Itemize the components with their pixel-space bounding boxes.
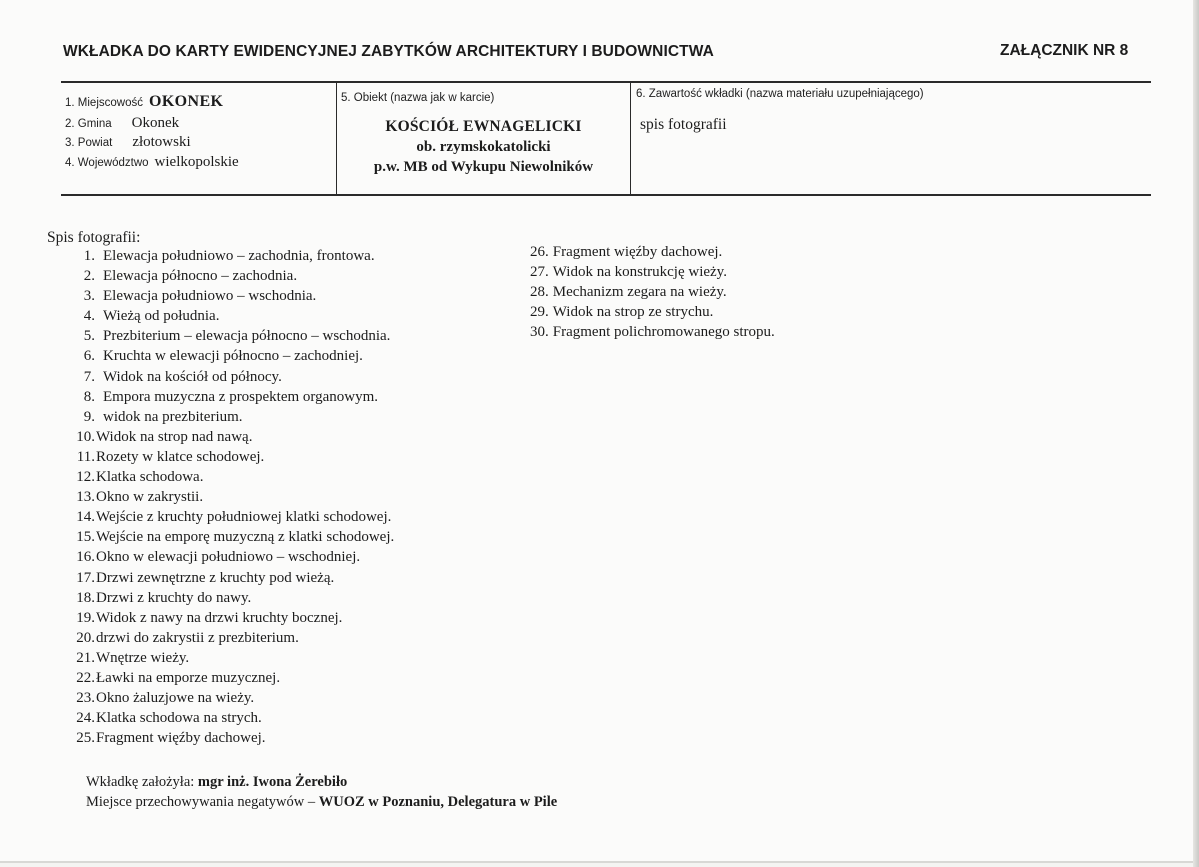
contents-value: spis fotografii bbox=[640, 116, 727, 133]
list-item-number: 1. bbox=[83, 248, 95, 264]
list-item-number: 26. bbox=[530, 244, 549, 260]
powiat-value: złotowski bbox=[132, 134, 191, 150]
list-item-number: 4. bbox=[83, 308, 95, 325]
list-item-text: Widok na kościół od północy. bbox=[103, 368, 282, 385]
list-item bbox=[47, 367, 394, 387]
storage-line bbox=[86, 792, 557, 812]
list-item-number: 30. bbox=[530, 324, 549, 341]
list-item-number: 8. bbox=[83, 388, 95, 405]
list-item-number: 15. bbox=[76, 529, 95, 546]
list-item bbox=[47, 246, 394, 266]
list-item bbox=[47, 588, 394, 608]
list-item-text: Widok na strop nad nawą. bbox=[96, 428, 253, 445]
powiat-row bbox=[65, 133, 191, 151]
list-item bbox=[530, 282, 775, 302]
list-item-number: 5. bbox=[83, 328, 95, 345]
wojewodztwo-value: wielkopolskie bbox=[154, 154, 239, 170]
list-item-number: 17. bbox=[76, 569, 95, 586]
list-item-number: 7. bbox=[83, 368, 95, 385]
list-item-number: 13. bbox=[76, 489, 95, 506]
contents-label: 6. Zawartość wkładki (nazwa materiału uzupełniającego) bbox=[636, 88, 924, 100]
list-item bbox=[47, 648, 394, 668]
list-item-text: Prezbiterium – elewacja północno – wschodnia. bbox=[103, 328, 391, 345]
list-item-text: Drzwi zewnętrzne z kruchty pod wieżą. bbox=[96, 569, 335, 586]
object-label: 5. Obiekt (nazwa jak w karcie) bbox=[341, 92, 495, 104]
list-item-text: Wnętrze wieży. bbox=[96, 649, 190, 666]
list-item-text: Klatka schodowa. bbox=[96, 469, 204, 486]
list-item-text: widok na prezbiterium. bbox=[103, 408, 243, 425]
list-item bbox=[47, 467, 394, 487]
list-item-text: Klatka schodowa na strych. bbox=[96, 710, 262, 727]
photo-list-right bbox=[530, 242, 775, 342]
list-item bbox=[47, 407, 394, 427]
list-item bbox=[47, 688, 394, 708]
list-item bbox=[47, 628, 394, 648]
list-item-text: Widok na konstrukcję wieży. bbox=[552, 264, 727, 281]
list-item-number: 28. bbox=[530, 284, 549, 301]
list-item-number: 24. bbox=[76, 710, 95, 727]
list-item-text: Fragment więźby dachowej. bbox=[552, 244, 723, 260]
author-name: mgr inż. Iwona Żerebiło bbox=[197, 774, 348, 790]
list-item-text: drzwi do zakrystii z prezbiterium. bbox=[96, 629, 299, 646]
list-item-text: Elewacja północno – zachodnia. bbox=[103, 268, 298, 285]
list-item bbox=[47, 266, 394, 286]
list-item-text: Wieżą od południa. bbox=[103, 308, 220, 325]
list-item-text: Elewacja południowo – wschodnia. bbox=[103, 288, 317, 305]
photo-list-left bbox=[47, 246, 394, 748]
header-top-rule bbox=[61, 81, 1151, 83]
list-item bbox=[530, 242, 775, 262]
list-item bbox=[47, 387, 394, 407]
list-item-number: 12. bbox=[76, 469, 95, 486]
photo-list-title: Spis fotografii: bbox=[47, 229, 141, 246]
list-item-number: 18. bbox=[76, 589, 95, 606]
list-item-number: 16. bbox=[76, 549, 95, 566]
list-item-number: 20. bbox=[76, 629, 95, 646]
list-item bbox=[47, 568, 394, 588]
list-item-text: Kruchta w elewacji północno – zachodniej. bbox=[103, 348, 363, 365]
list-item-number: 21. bbox=[76, 649, 95, 666]
object-name bbox=[337, 117, 630, 177]
wojewodztwo-row bbox=[65, 153, 239, 171]
storage-value: WUOZ w Poznaniu, Delegatura w Pile bbox=[318, 794, 558, 810]
list-item-text: Rozety w klatce schodowej. bbox=[96, 448, 265, 465]
wojewodztwo-label: 4. Województwo bbox=[65, 157, 149, 169]
list-item bbox=[47, 427, 394, 447]
scan-edge bbox=[1193, 0, 1199, 867]
list-item bbox=[47, 286, 394, 306]
list-item bbox=[47, 346, 394, 366]
list-item-text: Ławki na emporze muzycznej. bbox=[96, 669, 281, 686]
miejscowosc-row bbox=[65, 93, 223, 111]
list-item-number: 22. bbox=[76, 669, 95, 686]
list-item bbox=[47, 447, 394, 467]
object-name-line-3: p.w. MB od Wykupu Niewolników bbox=[373, 159, 594, 175]
list-item bbox=[47, 326, 394, 346]
list-item bbox=[47, 708, 394, 728]
annex-number: ZAŁĄCZNIK NR 8 bbox=[1000, 42, 1129, 59]
list-item bbox=[530, 262, 775, 282]
list-item-number: 23. bbox=[76, 690, 95, 707]
list-item-text: Fragment polichromowanego stropu. bbox=[552, 324, 775, 341]
list-item-number: 14. bbox=[76, 509, 95, 526]
list-item-number: 27. bbox=[530, 264, 549, 281]
list-item bbox=[47, 527, 394, 547]
gmina-row bbox=[65, 114, 179, 132]
column-divider-2 bbox=[630, 83, 631, 195]
object-name-line-1: KOŚCIÓŁ EWNAGELICKI bbox=[385, 118, 582, 135]
author-label: Wkładkę założyła: bbox=[86, 774, 195, 790]
list-item-text: Wejście z kruchty południowej klatki schodowej. bbox=[96, 509, 392, 526]
list-item-text: Empora muzyczna z prospektem organowym. bbox=[103, 388, 379, 405]
list-item-text: Okno żaluzjowe na wieży. bbox=[96, 690, 255, 707]
list-item bbox=[47, 507, 394, 527]
powiat-label: 3. Powiat bbox=[65, 137, 113, 149]
list-item-text: Wejście na emporę muzyczną z klatki schodowej. bbox=[96, 529, 395, 546]
list-item bbox=[47, 547, 394, 567]
list-item-number: 6. bbox=[83, 348, 95, 365]
list-item-text: Widok z nawy na drzwi kruchty bocznej. bbox=[96, 609, 343, 626]
miejscowosc-value: OKONEK bbox=[148, 93, 224, 110]
list-item-number: 10. bbox=[76, 428, 95, 445]
list-item-number: 25. bbox=[76, 730, 95, 747]
author-line bbox=[86, 772, 557, 792]
object-name-line-2: ob. rzymskokatolicki bbox=[416, 139, 551, 155]
list-item bbox=[47, 668, 394, 688]
form-title: WKŁADKA DO KARTY EWIDENCYJNEJ ZABYTKÓW ARCHITEKTURY I BUDOWNICTWA bbox=[63, 43, 714, 60]
list-item-number: 9. bbox=[83, 408, 95, 425]
miejscowosc-label: 1. Miejscowość bbox=[65, 97, 143, 109]
storage-label: Miejsce przechowywania negatywów – bbox=[86, 794, 316, 810]
list-item bbox=[47, 728, 394, 748]
gmina-value: Okonek bbox=[131, 115, 180, 131]
list-item-number: 19. bbox=[76, 609, 95, 626]
list-item bbox=[47, 608, 394, 628]
list-item-number: 3. bbox=[83, 288, 95, 305]
footer bbox=[86, 772, 557, 812]
list-item-number: 2. bbox=[83, 268, 95, 285]
list-item-text: Elewacja południowo – zachodnia, frontowa. bbox=[103, 248, 375, 264]
list-item bbox=[47, 487, 394, 507]
list-item bbox=[530, 322, 775, 342]
header-bottom-rule bbox=[61, 194, 1151, 196]
list-item-text: Okno w zakrystii. bbox=[96, 489, 204, 506]
list-item-text: Widok na strop ze strychu. bbox=[552, 304, 714, 321]
gmina-label: 2. Gmina bbox=[65, 118, 112, 130]
list-item-number: 11. bbox=[76, 448, 95, 465]
list-item-text: Fragment więźby dachowej. bbox=[96, 730, 266, 747]
list-item-text: Drzwi z kruchty do nawy. bbox=[96, 589, 252, 606]
list-item-text: Okno w elewacji południowo – wschodniej. bbox=[96, 549, 361, 566]
list-item-text: Mechanizm zegara na wieży. bbox=[552, 284, 727, 301]
list-item bbox=[47, 306, 394, 326]
list-item-number: 29. bbox=[530, 304, 549, 321]
list-item bbox=[530, 302, 775, 322]
